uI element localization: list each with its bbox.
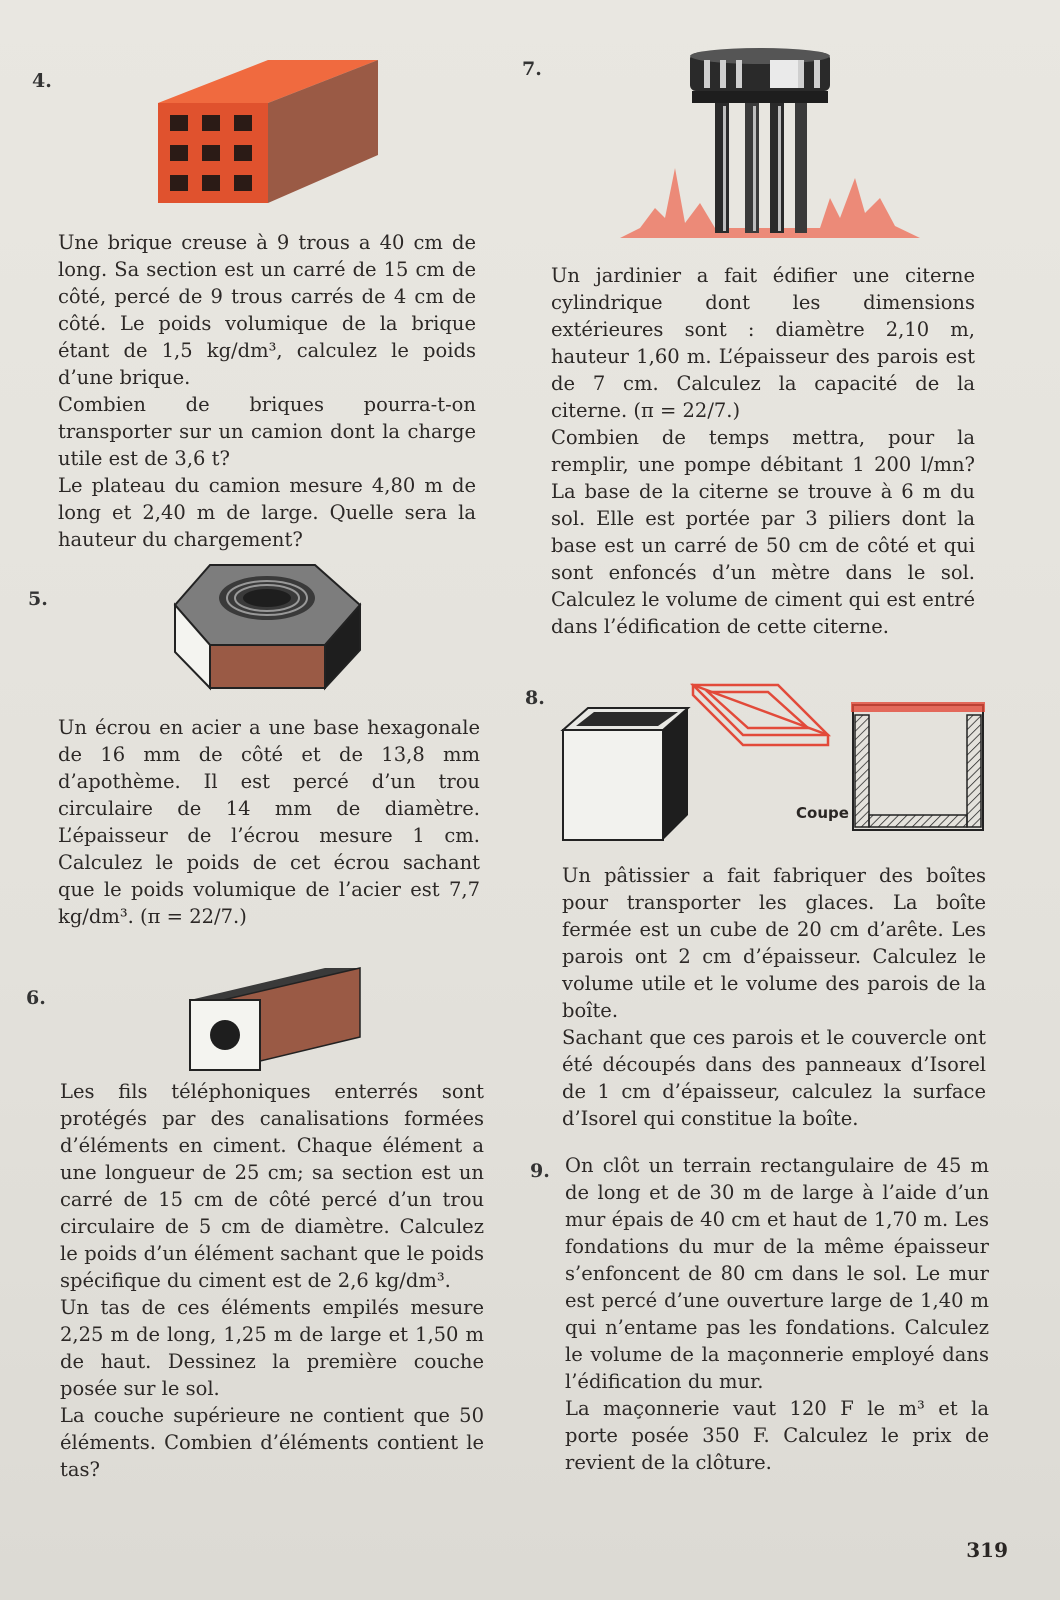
problem-9-text: [565, 1152, 989, 1476]
ice-cream-box-illustration: [558, 680, 998, 860]
paragraph: Sachant que ces parois et le couvercle ont été découpés dans des panneaux d’Isorel de 1 cm d’épaisseur, calculez la surface d’Isorel qui constitue la boîte.: [562, 1026, 986, 1130]
paragraph: Combien de briques pourra-t-on transporter sur un camion dont la charge utile est de 3,6 t?: [58, 393, 476, 470]
paragraph: Une brique creuse à 9 trous a 40 cm de long. Sa section est un carré de 15 cm de côté, percé de 9 trous carrés de 4 cm de côté. Le poids volumique de la brique étant de 1,5 kg/dm³, calculez le poids d’une brique.: [58, 231, 476, 389]
problem-number-5: 5.: [28, 588, 48, 610]
paragraph: Un tas de ces éléments empilés mesure 2,25 m de long, 1,25 m de large et 1,50 m de haut. Dessinez la première couche posée sur le sol.: [60, 1296, 484, 1400]
paragraph: La maçonnerie vaut 120 F le m³ et la porte posée 350 F. Calculez le prix de revient de la clôture.: [565, 1397, 989, 1474]
hollow-brick-illustration: [150, 55, 390, 205]
paragraph: Un jardinier a fait édifier une citerne cylindrique dont les dimensions extérieures sont : diamètre 2,10 m, hauteur 1,60 m. L’épaisseur des parois est de 7 cm. Calculez la capacité de la citerne. (π = 22/7.): [551, 264, 975, 422]
cement-conduit-illustration: [185, 965, 365, 1075]
hex-nut-illustration: [170, 560, 370, 695]
paragraph: Un pâtissier a fait fabriquer des boîtes pour transporter les glaces. La boîte fermée est un cube de 20 cm d’arête. Les parois ont 2 cm d’épaisseur. Calculez le volume utile et le volume des parois de la boîte.: [562, 864, 986, 1022]
problem-number-4: 4.: [32, 70, 52, 92]
water-tower-illustration: [620, 48, 920, 244]
problem-6-text: [60, 1078, 484, 1483]
page-number: 319: [966, 1538, 1008, 1562]
figure-label-coupe: Coupe: [796, 804, 849, 822]
problem-5-text: [58, 714, 480, 930]
paragraph: Le plateau du camion mesure 4,80 m de long et 2,40 m de large. Quelle sera la hauteur du chargement?: [58, 474, 476, 551]
problem-8-text: [562, 862, 986, 1132]
paragraph: Combien de temps mettra, pour la remplir, une pompe débitant 1 200 l/mn? La base de la citerne se trouve à 6 m du sol. Elle est portée par 3 piliers dont la base est un carré de 50 cm de côté et qui sont enfoncés d’un mètre dans le sol. Calculez le volume de ciment qui est entré dans l’édification de cette citerne.: [551, 426, 975, 638]
paragraph: Un écrou en acier a une base hexagonale de 16 mm de côté et de 13,8 mm d’apothème. Il est percé d’un trou circulaire de 14 mm de diamètre. L’épaisseur de l’écrou mesure 1 cm. Calculez le poids de cet écrou sachant que le poids volumique de l’acier est 7,7 kg/dm³. (π = 22/7.): [58, 716, 480, 928]
paragraph: On clôt un terrain rectangulaire de 45 m de long et de 30 m de large à l’aide d’un mur épais de 40 cm et haut de 1,70 m. Les fondations du mur de la même épaisseur s’enfoncent de 80 cm dans le sol. Le mur est percé d’une ouverture large de 1,40 m qui n’entame pas les fondations. Calculez le volume de la maçonnerie employé dans l’édification du mur.: [565, 1154, 989, 1393]
problem-number-9: 9.: [530, 1160, 550, 1182]
paragraph: Les fils téléphoniques enterrés sont protégés par des canalisations formées d’éléments en ciment. Chaque élément a une longueur de 25 cm; sa section est un carré de 15 cm de côté percé d’un trou circulaire de 5 cm de diamètre. Calculez le poids d’un élément sachant que le poids spécifique du ciment est de 2,6 kg/dm³.: [60, 1080, 484, 1292]
problem-number-8: 8.: [525, 687, 545, 709]
problem-7-text: [551, 262, 975, 640]
problem-4-text: [58, 229, 476, 553]
paragraph: La couche supérieure ne contient que 50 éléments. Combien d’éléments contient le tas?: [60, 1404, 484, 1481]
problem-number-6: 6.: [26, 987, 46, 1009]
problem-number-7: 7.: [522, 58, 542, 80]
